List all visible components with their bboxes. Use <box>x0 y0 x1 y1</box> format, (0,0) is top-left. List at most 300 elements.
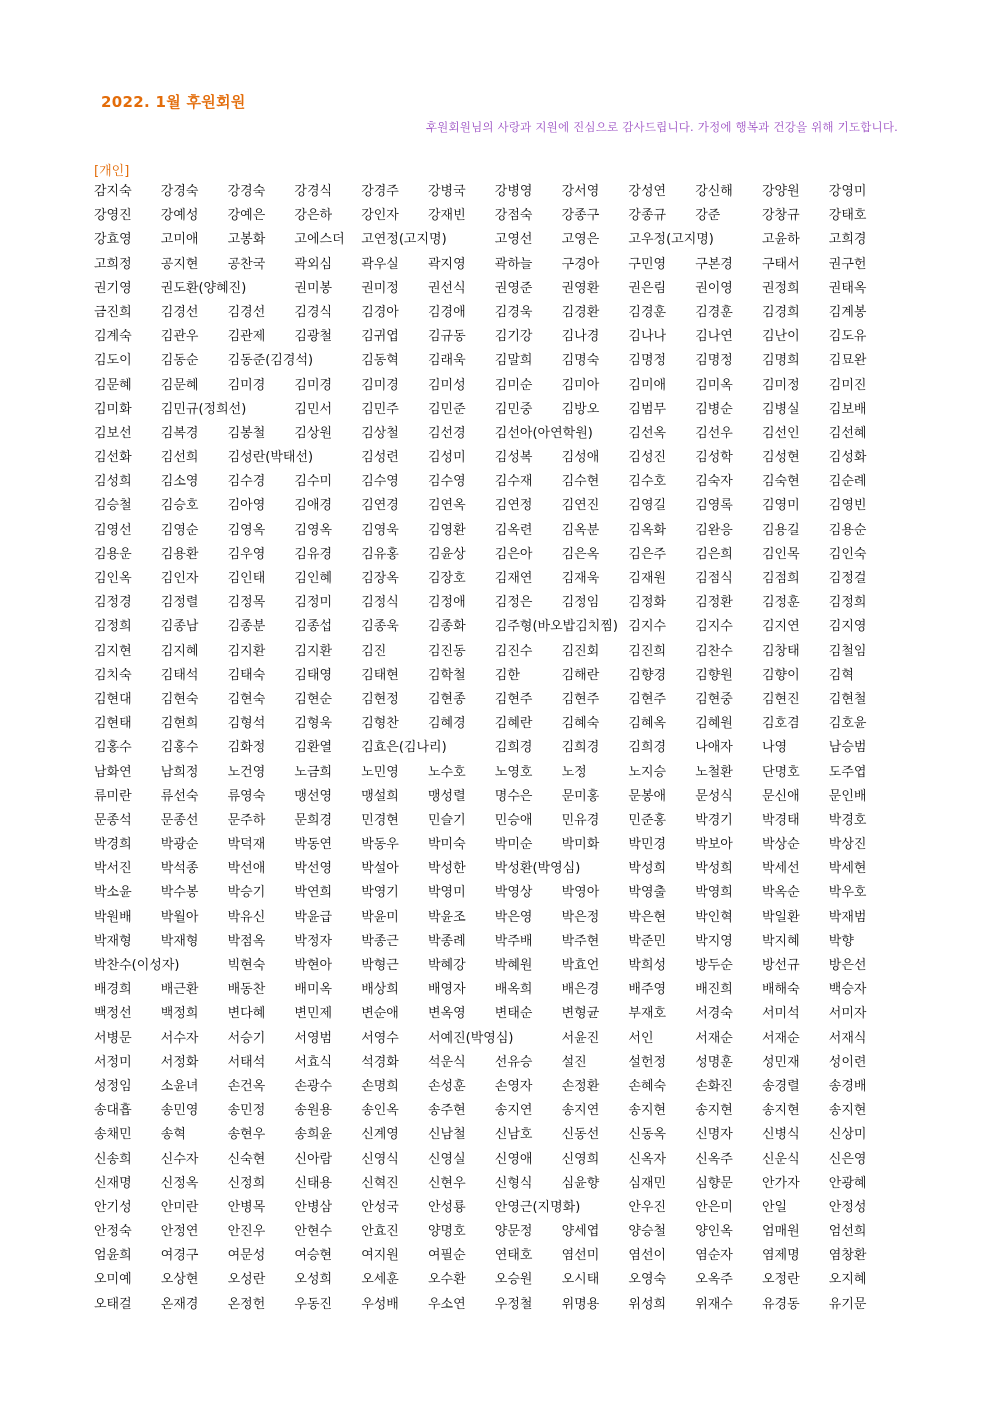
donor-name: 신송희 <box>94 1151 132 1167</box>
donor-name: 권기영 <box>94 280 132 296</box>
donor-name: 김선혜 <box>828 425 867 441</box>
donor-name: 김경환 <box>561 304 600 320</box>
donor-name: 김영순 <box>160 522 199 538</box>
donor-name: 박혜강 <box>428 958 466 973</box>
name-row <box>94 761 894 785</box>
donor-name: 강양원 <box>762 184 800 199</box>
donor-name: 김관제 <box>227 329 266 345</box>
donor-name: 김재욱 <box>561 571 600 586</box>
donor-name: 김정경 <box>94 595 132 611</box>
donor-name: 김은희 <box>695 546 733 562</box>
donor-name: 김미옥 <box>695 377 733 393</box>
donor-name: 박옥순 <box>762 885 800 901</box>
donor-name: 김형욱 <box>294 716 333 732</box>
donor-name: 김종화 <box>428 619 466 635</box>
donor-name: 김영환 <box>428 522 466 538</box>
donor-name: 신동선 <box>561 1127 600 1143</box>
donor-name: 박세선 <box>762 861 800 877</box>
donor-name: 박성한 <box>428 861 466 877</box>
donor-name: 김지수 <box>628 619 667 635</box>
thank-you-message: 후원회원님의 사랑과 지원에 진심으로 감사드립니다. 가정에 행복과 건강을 위해 기도합니다. <box>425 120 898 134</box>
donor-name: 김관우 <box>160 329 199 345</box>
donor-name: 양승철 <box>628 1224 667 1240</box>
donor-name: 박경태 <box>762 812 800 828</box>
donor-name: 김명희 <box>762 353 800 369</box>
donor-name: 문종석 <box>94 812 132 828</box>
donor-name: 강병국 <box>428 184 466 199</box>
donor-name: 문봉애 <box>628 788 667 804</box>
donor-name: 김숙현 <box>762 474 800 490</box>
donor-name: 김희경 <box>494 740 533 756</box>
donor-name: 박경기 <box>695 812 733 828</box>
donor-name: 우동진 <box>294 1296 333 1312</box>
donor-name: 김아영 <box>227 498 266 514</box>
donor-name: 송경배 <box>828 1078 867 1094</box>
donor-name: 고희정 <box>94 256 132 272</box>
donor-name: 김미경 <box>294 377 333 393</box>
donor-name: 김현주 <box>628 691 667 707</box>
donor-name: 안기성 <box>94 1199 132 1215</box>
donor-name: 김보배 <box>828 401 867 417</box>
donor-name: 김정화 <box>628 595 667 611</box>
donor-name: 김현숙 <box>160 691 199 707</box>
donor-name: 권영준 <box>494 280 533 296</box>
donor-name: 송경렬 <box>762 1078 800 1094</box>
donor-name: 박설아 <box>361 861 399 877</box>
donor-name: 변다혜 <box>227 1006 266 1022</box>
donor-name: 신병식 <box>762 1127 800 1143</box>
donor-name: 박석종 <box>160 861 199 877</box>
donor-name: 송희윤 <box>294 1127 333 1143</box>
donor-name: 박수봉 <box>160 885 199 901</box>
donor-name: 박주현 <box>561 933 600 949</box>
donor-name: 박형근 <box>361 958 399 973</box>
donor-name: 나영 <box>762 740 788 756</box>
donor-name: 백정희 <box>160 1006 199 1022</box>
donor-name: 김연정 <box>494 498 533 514</box>
donor-name: 김숙자 <box>695 474 733 490</box>
donor-name: 강효영 <box>94 232 132 248</box>
donor-name: 배동찬 <box>227 982 266 998</box>
donor-name: 김진동 <box>428 643 466 659</box>
donor-name: 안현수 <box>294 1224 333 1240</box>
donor-name: 안효진 <box>361 1224 399 1240</box>
donor-name: 변옥영 <box>428 1006 466 1022</box>
donor-name: 김미아 <box>561 377 600 393</box>
donor-name: 김주형(바오밥김치찜) <box>494 619 618 635</box>
donor-name: 문신애 <box>762 788 800 804</box>
donor-name: 배근환 <box>160 982 199 998</box>
donor-name: 김태영 <box>294 667 333 683</box>
donor-name: 김영미 <box>762 498 800 514</box>
donor-name: 김영길 <box>628 498 667 514</box>
donor-name: 송채민 <box>94 1127 132 1143</box>
donor-name: 신옥주 <box>695 1151 733 1167</box>
donor-name: 김영옥 <box>227 522 266 538</box>
donor-name: 강경주 <box>361 184 399 199</box>
donor-name: 빅현숙 <box>227 958 266 973</box>
donor-name: 강인자 <box>361 208 399 224</box>
name-row <box>94 930 894 954</box>
donor-name: 김향원 <box>695 667 733 683</box>
donor-name: 김정희 <box>94 619 132 635</box>
donor-name: 김호윤 <box>828 716 867 732</box>
donor-name: 김선화 <box>94 450 132 466</box>
name-row <box>94 446 894 470</box>
donor-name: 우소연 <box>428 1296 466 1312</box>
donor-name: 김종분 <box>227 619 266 635</box>
donor-name: 김범무 <box>628 401 667 417</box>
donor-name: 김나나 <box>628 329 667 345</box>
donor-name: 김문혜 <box>94 377 132 393</box>
name-row <box>94 1027 894 1051</box>
donor-name: 김혜숙 <box>561 716 600 732</box>
donor-name: 오정란 <box>762 1272 800 1288</box>
donor-name: 김현진 <box>762 691 800 707</box>
donor-name: 백정선 <box>94 1006 132 1022</box>
donor-name: 신남철 <box>428 1127 466 1143</box>
donor-name: 신아람 <box>294 1151 333 1167</box>
donor-name: 민슬기 <box>428 812 466 828</box>
donor-name: 신현우 <box>428 1175 466 1191</box>
donor-name: 김지혜 <box>160 643 199 659</box>
donor-name: 오미예 <box>94 1272 132 1288</box>
donor-name: 박미숙 <box>428 837 466 853</box>
donor-name: 김정임 <box>561 595 600 611</box>
name-row <box>94 519 894 543</box>
donor-name: 김희경 <box>628 740 667 756</box>
donor-name: 김옥련 <box>494 522 533 538</box>
donor-name: 김미화 <box>94 401 132 417</box>
donor-name: 강종규 <box>628 208 667 224</box>
donor-name: 손광수 <box>294 1078 333 1094</box>
donor-name: 안영근(지명화) <box>494 1199 581 1215</box>
donor-name: 백승자 <box>828 982 867 998</box>
donor-name: 김병실 <box>762 401 800 417</box>
donor-name: 김용순 <box>828 522 867 538</box>
donor-name: 여경구 <box>160 1248 199 1264</box>
name-row <box>94 1244 894 1268</box>
donor-name: 김정환 <box>695 595 733 611</box>
donor-name: 김성애 <box>561 450 600 466</box>
donor-name: 성명훈 <box>695 1054 733 1070</box>
donor-name: 김지수 <box>695 619 733 635</box>
donor-name: 강재빈 <box>428 208 466 224</box>
donor-name: 송지현 <box>828 1103 867 1119</box>
name-row <box>94 1123 894 1147</box>
donor-name: 김계숙 <box>94 329 132 345</box>
donor-name: 송지현 <box>628 1103 667 1119</box>
donor-name: 송민영 <box>160 1103 199 1119</box>
donor-name: 김미진 <box>828 377 867 393</box>
donor-name: 양명호 <box>428 1224 466 1240</box>
name-row <box>94 1293 894 1317</box>
donor-name: 김경식 <box>294 304 333 320</box>
donor-name: 우정철 <box>494 1296 533 1312</box>
donor-name: 양문정 <box>494 1224 533 1240</box>
name-row <box>94 349 894 373</box>
donor-name: 김수호 <box>628 474 667 490</box>
donor-name: 김영록 <box>695 498 733 514</box>
donor-name: 김재원 <box>628 571 667 586</box>
donor-name: 김현주 <box>494 691 533 707</box>
donor-name: 김선아(아연학원) <box>494 425 593 441</box>
donor-name: 김효은(김나리) <box>361 740 447 756</box>
donor-name: 김미경 <box>227 377 266 393</box>
donor-name: 맹선영 <box>294 788 333 804</box>
donor-name: 안정성 <box>828 1199 867 1215</box>
donor-name: 구경아 <box>561 256 600 272</box>
donor-name: 염선미 <box>561 1248 600 1264</box>
donor-name: 배해숙 <box>762 982 800 998</box>
donor-name: 노수호 <box>428 764 466 780</box>
donor-name: 김창태 <box>762 643 800 659</box>
donor-name: 김영선 <box>94 522 132 538</box>
donor-name: 김성희 <box>94 474 132 490</box>
donor-name: 김난이 <box>762 329 800 345</box>
donor-name: 김완응 <box>695 522 733 538</box>
donor-name: 변순애 <box>361 1006 399 1022</box>
donor-name: 김은아 <box>494 546 533 562</box>
donor-name: 문성식 <box>695 788 733 804</box>
donor-name: 박종례 <box>428 933 466 949</box>
donor-name: 김정훈 <box>762 595 800 611</box>
donor-name: 김성현 <box>762 450 800 466</box>
donor-name: 여승현 <box>294 1248 333 1264</box>
donor-name: 고영은 <box>561 232 600 248</box>
donor-name: 김소영 <box>160 474 199 490</box>
donor-name: 김재연 <box>494 571 533 586</box>
name-row <box>94 712 894 736</box>
donor-name: 구민영 <box>628 256 667 272</box>
donor-name: 박성희 <box>628 861 667 877</box>
donor-name: 박유신 <box>227 909 266 925</box>
name-row <box>94 1172 894 1196</box>
donor-name: 박인혁 <box>695 909 733 925</box>
donor-name: 오승원 <box>494 1272 533 1288</box>
donor-name: 변형균 <box>561 1006 600 1022</box>
donor-name: 강병영 <box>494 184 533 199</box>
donor-name: 민승애 <box>494 812 533 828</box>
donor-name: 김호겸 <box>762 716 800 732</box>
donor-name: 박영희 <box>695 885 733 901</box>
donor-name: 김순례 <box>828 474 867 490</box>
donor-name: 김도이 <box>94 353 132 369</box>
donor-name: 김정렬 <box>160 595 199 611</box>
donor-name: 김진희 <box>628 643 667 659</box>
donor-name: 김병순 <box>695 401 733 417</box>
donor-name: 연태호 <box>494 1248 533 1264</box>
donor-name: 김종욱 <box>361 619 399 635</box>
name-row <box>94 543 894 567</box>
donor-name: 신혁진 <box>361 1175 399 1191</box>
donor-name: 김태현 <box>361 667 399 683</box>
donor-name: 금진희 <box>94 304 132 320</box>
donor-name: 감지숙 <box>94 184 132 199</box>
donor-name: 박선영 <box>294 861 333 877</box>
donor-name: 김지영 <box>828 619 867 635</box>
donor-name: 송지연 <box>494 1103 533 1119</box>
donor-name: 박재형 <box>94 933 132 949</box>
donor-name: 서영범 <box>294 1030 333 1046</box>
donor-name: 박영상 <box>494 885 533 901</box>
donor-name: 오성희 <box>294 1272 333 1288</box>
donor-name: 변민제 <box>294 1006 333 1022</box>
donor-name: 김현철 <box>828 691 867 707</box>
donor-name: 김경애 <box>428 304 466 320</box>
donor-name: 고영선 <box>494 232 533 248</box>
donor-name: 김정희 <box>828 595 867 611</box>
donor-name: 고희경 <box>828 232 867 248</box>
donor-name: 김인목 <box>762 546 800 562</box>
donor-name: 위재수 <box>695 1296 733 1312</box>
donor-name: 안일 <box>762 1199 788 1215</box>
donor-name: 배주영 <box>628 982 667 998</box>
donor-name: 권태옥 <box>828 280 867 296</box>
donor-name: 김경선 <box>160 304 199 320</box>
name-row <box>94 1268 894 1292</box>
donor-name: 박영아 <box>561 885 600 901</box>
donor-name: 김수미 <box>294 474 333 490</box>
donor-name: 신수자 <box>160 1151 199 1167</box>
name-row <box>94 833 894 857</box>
donor-name: 박혜원 <box>494 958 533 973</box>
donor-name: 노철환 <box>695 764 733 780</box>
name-row <box>94 954 894 978</box>
donor-name: 강은하 <box>294 208 333 224</box>
donor-name: 성민재 <box>762 1054 800 1070</box>
donor-name: 서재식 <box>828 1030 867 1046</box>
donor-name: 박미화 <box>561 837 600 853</box>
donor-name: 박세현 <box>828 861 867 877</box>
donor-name: 김형석 <box>227 716 266 732</box>
donor-name: 송대흡 <box>94 1103 132 1119</box>
donor-name: 김수경 <box>227 474 266 490</box>
donor-name: 박찬수(이성자) <box>94 958 180 973</box>
donor-name: 신은영 <box>828 1151 867 1167</box>
name-row <box>94 1196 894 1220</box>
donor-name: 김은주 <box>628 546 667 562</box>
donor-name: 김민중 <box>494 401 533 417</box>
donor-name: 김홍수 <box>160 740 199 756</box>
donor-name: 권은림 <box>628 280 667 296</box>
donor-name: 박동연 <box>294 837 333 853</box>
donor-name: 공지현 <box>160 256 199 272</box>
donor-name: 신정옥 <box>160 1175 199 1191</box>
name-row <box>94 615 894 639</box>
name-row <box>94 567 894 591</box>
donor-name: 김성미 <box>428 450 466 466</box>
donor-name: 양세엽 <box>561 1224 600 1240</box>
donor-name: 나애자 <box>695 740 733 756</box>
donor-name: 서재순 <box>762 1030 800 1046</box>
donor-name: 강성연 <box>628 184 667 199</box>
donor-name: 박일환 <box>762 909 800 925</box>
donor-name: 박은정 <box>561 909 600 925</box>
donor-name: 김경욱 <box>494 304 533 320</box>
donor-name: 박은현 <box>628 909 667 925</box>
donor-name: 엄매원 <box>762 1224 800 1240</box>
donor-name: 김영옥 <box>294 522 333 538</box>
donor-name: 김용환 <box>160 546 199 562</box>
donor-name: 박민경 <box>628 837 667 853</box>
donor-name: 김경희 <box>762 304 800 320</box>
donor-name: 여필순 <box>428 1248 466 1264</box>
donor-name: 성이련 <box>828 1054 867 1070</box>
donor-name: 방두순 <box>695 958 733 973</box>
donor-name: 남화연 <box>94 764 132 780</box>
donor-name: 김옥화 <box>628 522 667 538</box>
donor-name: 김말희 <box>494 353 533 369</box>
donor-name: 김용운 <box>94 546 132 562</box>
donor-name: 고미애 <box>160 232 199 248</box>
name-row <box>94 785 894 809</box>
donor-name: 오성란 <box>227 1272 266 1288</box>
donor-name: 도주엽 <box>828 764 867 780</box>
donor-name: 배경희 <box>94 982 132 998</box>
donor-name: 김종남 <box>160 619 199 635</box>
donor-name: 김인태 <box>227 571 266 586</box>
name-row <box>94 494 894 518</box>
donor-name: 강경식 <box>294 184 333 199</box>
donor-name: 김정애 <box>428 595 466 611</box>
name-row <box>94 277 894 301</box>
donor-name: 소윤녀 <box>160 1078 199 1094</box>
donor-name: 박월아 <box>160 909 199 925</box>
donor-name: 김우영 <box>227 546 266 562</box>
donor-name: 석경화 <box>361 1054 399 1070</box>
donor-name: 김인옥 <box>94 571 132 586</box>
name-row <box>94 422 894 446</box>
donor-name: 김경선 <box>227 304 266 320</box>
donor-name: 손명희 <box>361 1078 399 1094</box>
donor-name: 김미경 <box>361 377 399 393</box>
donor-name: 김철임 <box>828 643 867 659</box>
donor-name: 신영실 <box>428 1151 466 1167</box>
donor-name: 염창환 <box>828 1248 867 1264</box>
name-row <box>94 325 894 349</box>
donor-name: 안병삼 <box>294 1199 333 1215</box>
donor-name: 남승범 <box>828 740 867 756</box>
donor-name: 박윤급 <box>294 909 333 925</box>
donor-name: 곽우실 <box>361 256 399 272</box>
donor-name: 오시태 <box>561 1272 600 1288</box>
donor-name: 김수재 <box>494 474 533 490</box>
name-row <box>94 688 894 712</box>
donor-name: 손혜숙 <box>628 1078 667 1094</box>
donor-name: 김진수 <box>494 643 533 659</box>
donor-name: 여지원 <box>361 1248 399 1264</box>
donor-name: 김성복 <box>494 450 533 466</box>
donor-name: 배진희 <box>695 982 733 998</box>
donor-name: 변태순 <box>494 1006 533 1022</box>
donor-name: 김현숙 <box>227 691 266 707</box>
donor-name: 신명자 <box>695 1127 733 1143</box>
donor-name: 김미정 <box>762 377 800 393</box>
donor-name: 노금희 <box>294 764 333 780</box>
donor-name: 송혁 <box>160 1127 186 1143</box>
donor-name: 송지연 <box>561 1103 600 1119</box>
donor-name: 김지연 <box>762 619 800 635</box>
donor-name: 김현종 <box>428 691 466 707</box>
donor-name: 강점숙 <box>494 208 533 224</box>
name-row <box>94 1002 894 1026</box>
donor-name: 송인옥 <box>361 1103 399 1119</box>
donor-name: 김수영 <box>428 474 466 490</box>
donor-name: 심향문 <box>695 1175 733 1191</box>
donor-name: 김정걸 <box>828 571 867 586</box>
donor-name: 김연경 <box>361 498 399 514</box>
